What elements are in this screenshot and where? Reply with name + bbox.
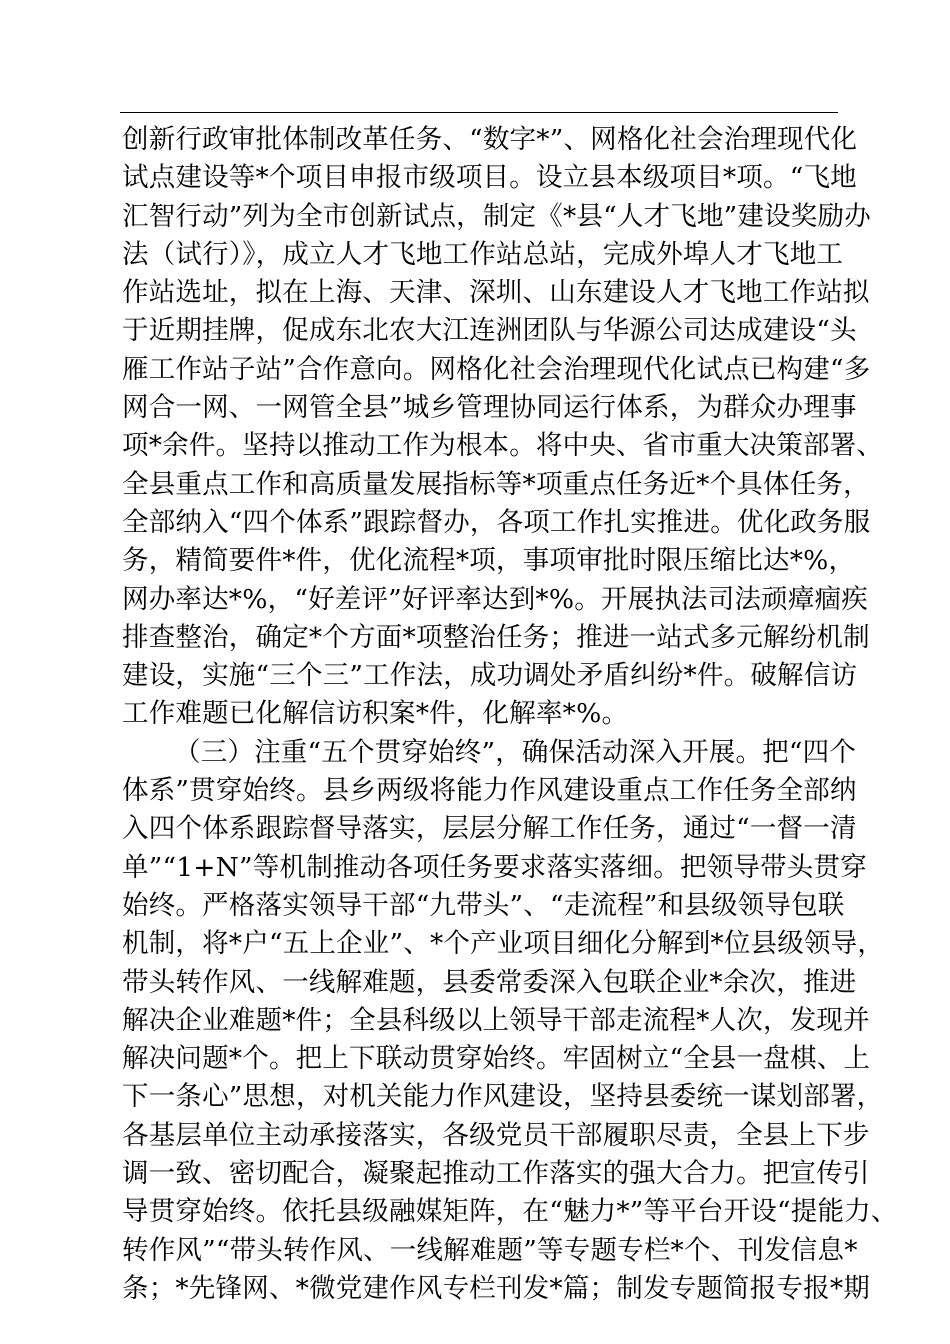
text-line: 始终。严格落实领导干部“九带头”、“走流程”和县级领导包联 [122, 889, 845, 921]
text-line: 全部纳入“四个体系”跟踪督办，各项工作扎实推进。优化政务服 [122, 506, 871, 538]
text-line: 各基层单位主动承接落实，各级党员干部履职尽责，全县上下步 [122, 1119, 870, 1151]
text-line: 转作风”“带头转作风、一线解难题”等专题专栏*个、刊发信息* [122, 1234, 858, 1266]
text-line: 下一条心”思想，对机关能力作风建设，坚持县委统一谋划部署， [122, 1081, 884, 1113]
text-line: 单”“1+N”等机制推动各项任务要求落实落细。把领导带头贯穿 [122, 851, 867, 883]
text-line: 试点建设等*个项目申报市级项目。设立县本级项目*项。“飞地 [122, 162, 857, 194]
header-rule [120, 112, 838, 113]
text-line: 调一致、密切配合，凝聚起推动工作落实的强大合力。把宣传引 [122, 1158, 870, 1190]
text-line: 入四个体系跟踪督导落实，层层分解工作任务，通过“一督一清 [122, 813, 857, 845]
text-line: 法（试行）》，成立人才飞地工作站总站，完成外埠人才飞地工 [122, 238, 844, 270]
text-line: 建设，实施“三个三”工作法，成功调处矛盾纠纷*件。破解信访 [122, 660, 858, 692]
text-line: 机制，将*户“五上企业”、*个产业项目细化分解到*位县级领导， [122, 928, 885, 960]
text-line: 带头转作风、一线解难题，县委常委深入包联企业*余次，推进 [122, 966, 857, 998]
text-line: 排查整治，确定*个方面*项整治任务；推进一站式多元解纷机制 [122, 621, 870, 653]
text-line: 网办率达*%，“好差评”好评率达到*%。开展执法司法顽瘴痼疾 [122, 583, 868, 615]
text-line: 务，精简要件*件，优化流程*项，事项审批时限压缩比达*%， [122, 545, 856, 577]
text-line: 汇智行动”列为全市创新试点，制定《*县“人才飞地”建设奖励办 [122, 200, 871, 232]
text-line: 工作难题已化解信访积案*件，化解率*%。 [122, 698, 629, 730]
body-text [122, 121, 898, 1308]
section-heading-line: （三）注重“五个贯穿始终”，确保活动深入开展。把“四个 [174, 736, 857, 768]
text-line: 导贯穿始终。依托县级融媒矩阵，在“魅力*”等平台开设“提能力、 [122, 1196, 898, 1228]
text-line: 体系”贯穿始终。县乡两级将能力作风建设重点工作任务全部纳 [122, 775, 857, 807]
text-line: 项*余件。坚持以推动工作为根本。将中央、省市重大决策部署、 [122, 430, 884, 462]
text-line: 创新行政审批体制改革任务、“数字*”、网格化社会治理现代化 [122, 124, 858, 155]
text-line: 雁工作站子站”合作意向。网格化社会治理现代化试点已构建“多 [122, 353, 871, 385]
text-line: 条；*先锋网、*微党建作风专栏刊发*篇；制发专题简报专报*期 [122, 1272, 870, 1304]
text-line: 全县重点工作和高质量发展指标等*项重点任务近*个具体任务， [122, 468, 870, 500]
text-line: 解决问题*个。把上下联动贯穿始终。牢固树立“全县一盘棋、上 [122, 1043, 871, 1075]
text-line: 网合一网、一网管全县”城乡管理协同运行体系，为群众办理事 [122, 392, 857, 424]
text-line: 作站选址，拟在上海、天津、深圳、山东建设人才飞地工作站拟 [122, 277, 870, 309]
text-line: 于近期挂牌，促成东北农大江连洲团队与华源公司达成建设“头 [122, 315, 857, 347]
text-line: 解决企业难题*件；全县科级以上领导干部走流程*人次，发现并 [122, 1004, 870, 1036]
